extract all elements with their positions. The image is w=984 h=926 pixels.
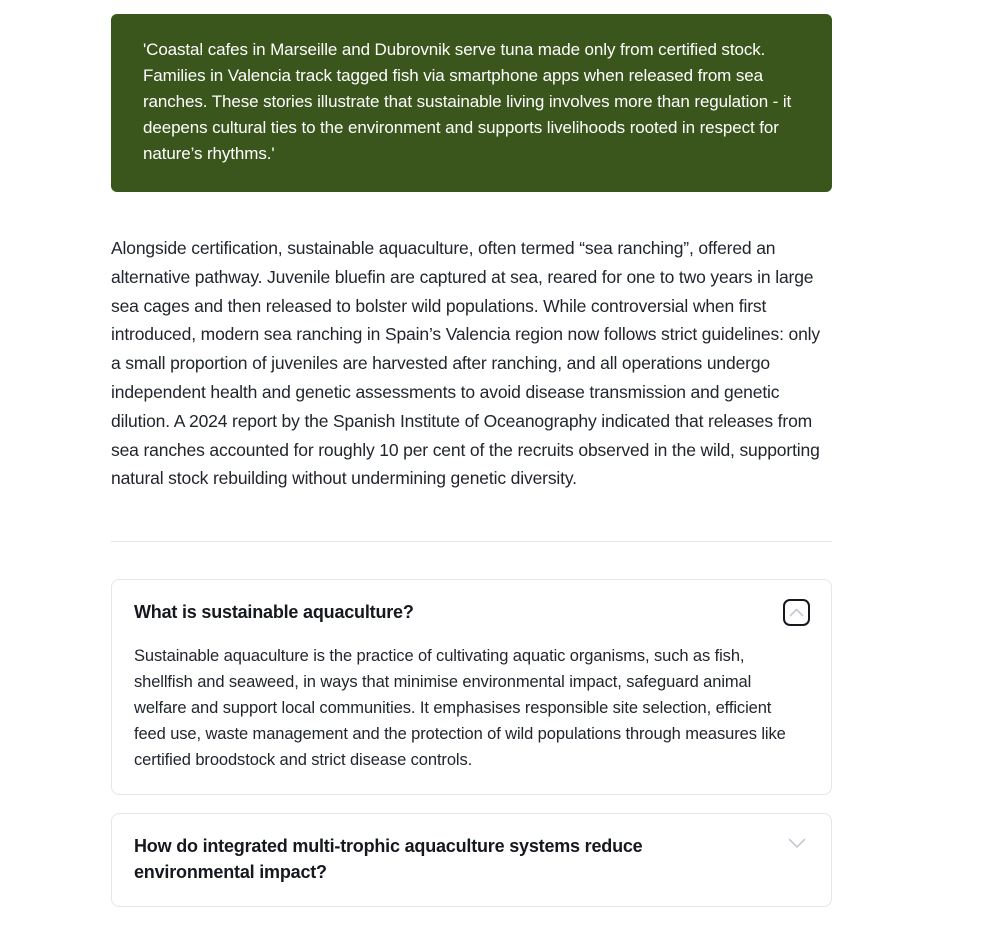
article-content bbox=[111, 0, 832, 907]
faq-item-2-header[interactable] bbox=[134, 833, 810, 885]
section-divider bbox=[111, 541, 832, 542]
faq-item-1-question: What is sustainable aquaculture? bbox=[134, 602, 414, 623]
quote-text: 'Coastal cafes in Marseille and Dubrovnik serve tuna made only from certified stock. Families in Valencia track tagged fish via smartphone apps when released from sea ranches. These stories illustrate that sustainable living involves more than regulation - it deepens cultural ties to the environment and supports livelihoods rooted in respect for nature’s rhythms.' bbox=[143, 40, 792, 163]
faq-item-2-question: How do integrated multi-trophic aquaculture systems reduce environmental impact? bbox=[134, 836, 643, 883]
faq-item-1-answer: Sustainable aquaculture is the practice of cultivating aquatic organisms, such as fish, shellfish and seaweed, in ways that minimise environmental impact, safeguard animal welfare and support local communities. It emphasises responsible site selection, efficient feed use, waste management and the protection of wild populations through measures like certified broodstock and strict disease controls. bbox=[134, 647, 786, 770]
faq-accordion bbox=[111, 579, 832, 907]
chevron-down-icon bbox=[788, 838, 806, 849]
body-paragraph: Alongside certification, sustainable aquaculture, often termed “sea ranching”, offered an alternative pathway. Juvenile bluefin are captured at sea, reared for one to two years in large sea cages and then released to bolster wild populations. While controversial when first introduced, modern sea ranching in Spain’s Valencia region now follows strict guidelines: only a small proportion of juveniles are harvested after ranching, and all operations undergo independent health and genetic assessments to avoid disease transmission and genetic dilution. A 2024 report by the Spanish Institute of Oceanography indicated that releases from sea ranches accounted for roughly 10 per cent of the recruits observed in the wild, supporting natural stock rebuilding without undermining genetic diversity. bbox=[111, 238, 820, 489]
faq-item-sustainable-aquaculture bbox=[111, 579, 832, 795]
faq-item-imta bbox=[111, 813, 832, 907]
chevron-up-icon bbox=[789, 608, 804, 617]
faq-item-1-collapse-button[interactable] bbox=[783, 599, 810, 626]
faq-item-1-header[interactable] bbox=[134, 599, 810, 626]
quote-callout bbox=[111, 14, 832, 192]
